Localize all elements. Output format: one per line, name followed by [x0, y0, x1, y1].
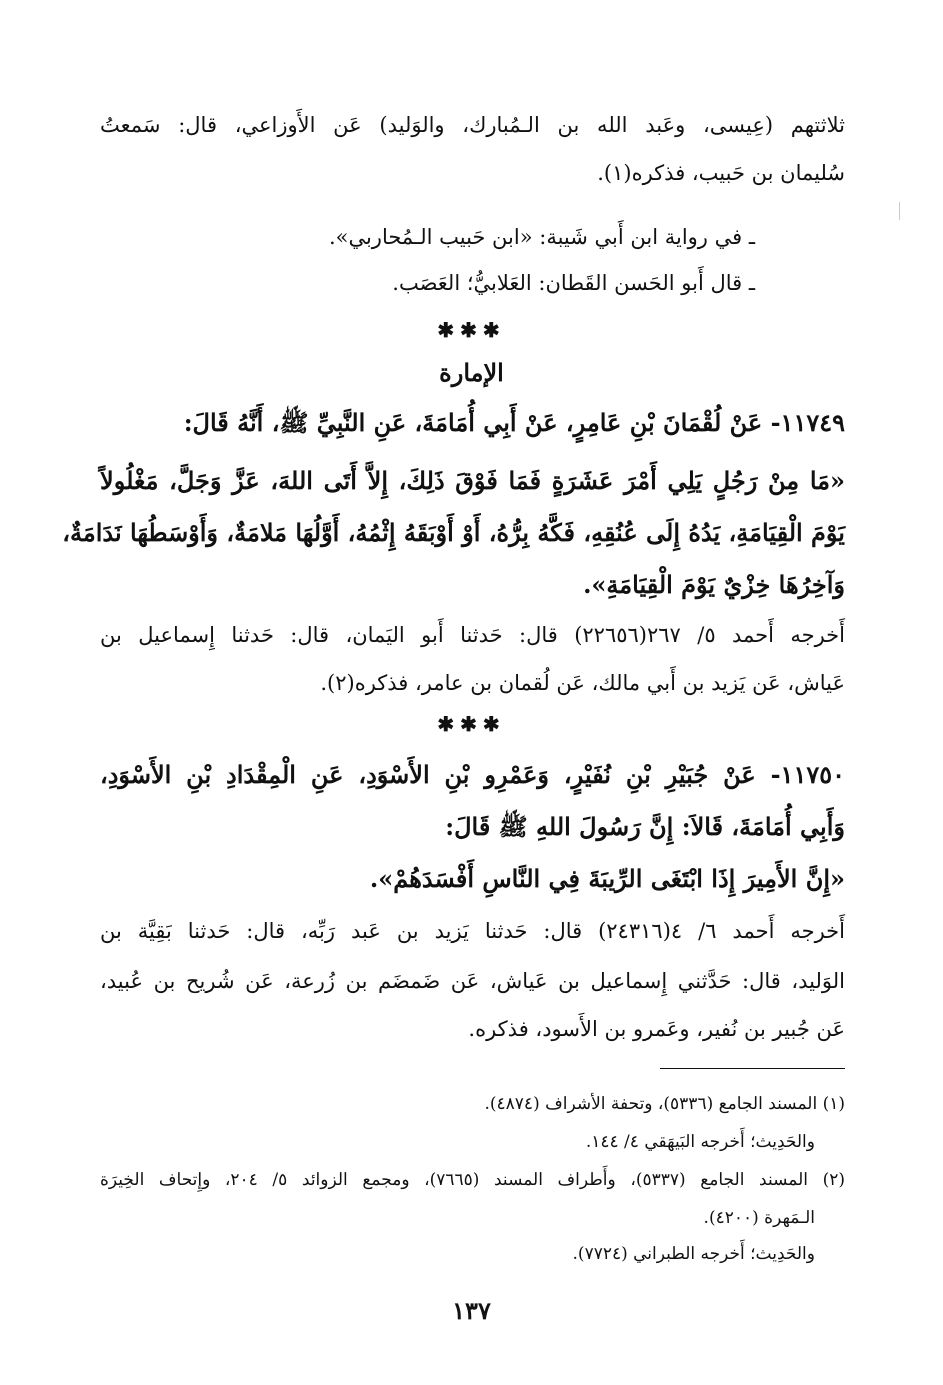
hadith-heading: وَأَبِي أُمَامَةَ، قَالاَ: إِنَّ رَسُولَ اللهِ ﷺ قَالَ:: [445, 812, 845, 841]
hadith-text-line: «إِنَّ الأَمِيرَ إِذَا ابْتَغَى الرِّيبَةَ فِي النَّاسِ أَفْسَدَهُمْ».: [369, 864, 845, 893]
takhrij-line: أَخرجه أَحمد ٦/ ٤(٢٤٣١٦) قال: حَدثنا يَزيد بن عَبد رَبِّه، قال: حَدثنا بَقِيَّة بن: [100, 919, 845, 943]
takhrij-line: عَياش، عَن يَزيد بن أَبي مالك، عَن لُقمان بن عامر، فذكره(٢).: [320, 671, 845, 695]
footnote-line: الـمَهرة (٤٢٠٠).: [703, 1208, 815, 1228]
section-separator: ✱✱✱: [437, 318, 506, 342]
variant-note: ـ في رواية ابن أَبي شَيبة: «ابن حَبيب الـمُحاربي».: [328, 225, 755, 249]
takhrij-line: أَخرجه أَحمد ٥/ ٢٦٧(٢٢٦٥٦) قال: حَدثنا أَبو اليَمان، قال: حَدثنا إِسماعيل بن: [100, 623, 845, 647]
footnote-line: (٢) المسند الجامع (٥٣٣٧)، وأَطراف المسند (٧٦٦٥)، ومجمع الزوائد ٥/ ٢٠٤، وإِتحاف الخِيرَة: [100, 1170, 845, 1190]
hadith-text-line: يَوْمَ الْقِيَامَةِ، يَدُهُ إِلَى عُنُقِهِ، فَكَّهُ بِرُّهُ، أَوْ أَوْبَقَهُ إِثْمُهُ، أَوَّلُهَا مَلامَةٌ، وَأَوْسَطُهَا نَدَامَةٌ،: [62, 518, 845, 547]
takhrij-line: عَن جُبير بن نُفير، وعَمرو بن الأَسود، فذكره.: [468, 1017, 845, 1041]
section-separator: ✱✱✱: [437, 712, 506, 736]
text-line: ثلاثتهم (عِيسى، وعَبد الله بن الـمُبارك، والوَليد) عَن الأَوزاعي، قال: سَمعتُ: [100, 113, 845, 137]
section-title: الإمارة: [439, 358, 504, 387]
takhrij-line: الوَليد، قال: حَدَّثني إِسماعيل بن عَياش، عَن ضَمضَم بن زُرعة، عَن شُريح بن عُبيد،: [100, 969, 845, 993]
hadith-heading: ١١٧٥٠- عَنْ جُبَيْرِ بْنِ نُفَيْرٍ، وَعَمْرِو بْنِ الأَسْوَدِ، عَنِ الْمِقْدَادِ بْنِ الأَسْوَدِ،: [100, 760, 845, 789]
hadith-heading: ١١٧٤٩- عَنْ لُقْمَانَ بْنِ عَامِرٍ، عَنْ أَبِي أُمَامَةَ، عَنِ النَّبِيِّ ﷺ، أَنَّهُ قَالَ:: [183, 408, 845, 437]
page-number: ١٣٧: [452, 1296, 491, 1325]
footnote-line: (١) المسند الجامع (٥٣٣٦)، وتحفة الأشراف (٤٨٧٤).: [484, 1094, 845, 1114]
footnote-line: والحَدِيث؛ أَخرجه الطبراني (٧٧٢٤).: [572, 1244, 815, 1264]
footnote-line: والحَدِيث؛ أَخرجه البَيهَقي ٤/ ١٤٤.: [585, 1132, 815, 1152]
hadith-text-line: وَآخِرُهَا خِزْيٌ يَوْمَ الْقِيَامَةِ».: [583, 570, 845, 599]
hadith-text-line: «مَا مِنْ رَجُلٍ يَلِي أَمْرَ عَشَرَةٍ فَمَا فَوْقَ ذَلِكَ، إِلاَّ أَتَى اللهَ، عَزَّ وَجَلَّ، مَغْلُولاً: [100, 466, 845, 495]
text-line: سُليمان بن حَبيب، فذكره(١).: [597, 161, 845, 185]
variant-note: ـ قال أَبو الحَسن القَطان: العَلابيُّ؛ العَصَب.: [392, 271, 755, 295]
footnote-divider: [660, 1068, 845, 1069]
scan-edge-mark: [899, 202, 900, 220]
